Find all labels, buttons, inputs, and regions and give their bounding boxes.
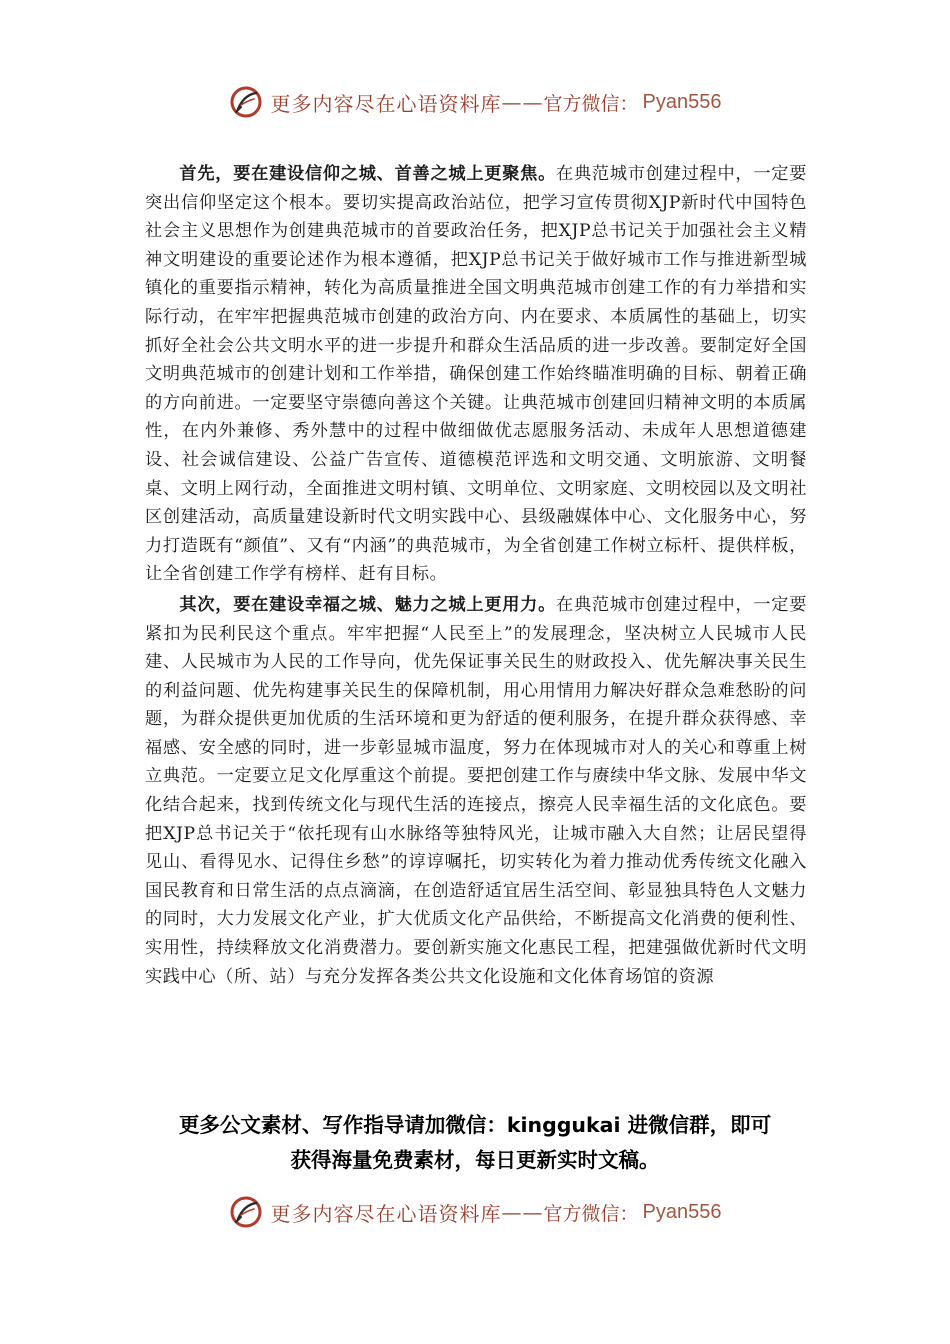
banner-dash: ——: [501, 90, 544, 114]
banner-dash: ——: [501, 1200, 544, 1224]
paragraph-first: [145, 160, 807, 589]
notice-line-1: 更多公文素材、写作指导请加微信：kinggukai 进微信群，即可: [178, 1113, 772, 1137]
banner-wechat-id: Pyan556: [642, 90, 722, 113]
paragraph-text: 在典范城市创建过程中，一定要突出信仰坚定这个根本。要切实提高政治站位，把学习宣传贯彻XJP新时代中国特色社会主义思想作为创建典范城市的首要政治任务，把XJP总书记关于加强社会主义精神文明建设的重要论述作为根本遵循，把XJP总书记关于做好城市工作与推进新型城镇化的重要指示精神，转化为高质量推进全国文明典范城市创建工作的有力举措和实际行动，在牢牢把握典范城市创建的政治方向、内在要求、本质属性的基础上，切实抓好全社会公共文明水平的进一步提升和群众生活品质的进一步改善。要制定好全国文明典范城市的创建计划和工作举措，确保创建工作始终瞄准明确的目标、朝着正确的方向前进。一定要坚守崇德向善这个关键。让典范城市创建回归精神文明的本质属性，在内外兼修、秀外慧中的过程中做细做优志愿服务活动、未成年人思想道德建设、社会诚信建设、公益广告宣传、道德模范评选和文明交通、文明旅游、文明餐桌、文明上网行动，全面推进文明村镇、文明单位、文明家庭、文明校园以及文明社区创建活动，高质量建设新时代文明实践中心、县级融媒体中心、文化服务中心，努力打造既有“颜值”、又有“内涵”的典范城市，为全省创建工作树立标杆、提供样板，让全省创建工作学有榜样、赶有目标。: [145, 164, 807, 585]
paragraph-text: 在典范城市创建过程中，一定要紧扣为民利民这个重点。牢牢把握“人民至上”的发展理念，坚决树立人民城市人民建、人民城市为人民的工作导向，优先保证事关民生的财政投入、优先解决事关民生的利益问题、优先构建事关民生的保障机制，用心用情用力解决好群众急难愁盼的问题，为群众提供更加优质的生活环境和更为舒适的便利服务，在提升群众获得感、幸福感、安全感的同时，进一步彰显城市温度，努力在体现城市对人的关心和尊重上树立典范。一定要立足文化厚重这个前提。要把创建工作与赓续中华文脉、发展中华文化结合起来，找到传统文化与现代生活的连接点，擦亮人民幸福生活的文化底色。要把XJP总书记关于“依托现有山水脉络等独特风光，让城市融入大自然；让居民望得见山、看得见水、记得住乡愁”的谆谆嘱托，切实转化为着力推动优秀传统文化融入国民教育和日常生活的点点滴滴，在创造舒适宜居生活空间、彰显独具特色人文魅力的同时，大力发展文化产业，扩大优质文化产品供给，不断提高文化消费的便利性、实用性，持续释放文化消费潜力。要创新实施文化惠民工程，把建强做优新时代文明实践中心（所、站）与充分发挥各类公共文化设施和文化体育场馆的资源: [145, 594, 807, 987]
banner-title: 更多内容尽在心语资料库: [270, 91, 502, 116]
wechat-notice: [120, 1108, 830, 1178]
library-logo-icon: [229, 1195, 263, 1229]
paragraph-lead: 其次，要在建设幸福之城、魅力之城上更用力。: [179, 594, 557, 615]
notice-line-2: 获得海量免费素材，每日更新实时文稿。: [290, 1148, 660, 1172]
paragraph-lead: 首先，要在建设信仰之城、首善之城上更聚焦。: [179, 164, 557, 184]
header-banner: [0, 80, 950, 124]
paragraph-second: [145, 591, 807, 991]
banner-title: 更多内容尽在心语资料库: [270, 1201, 502, 1226]
banner-wechat-id: Pyan556: [642, 1200, 722, 1223]
library-logo-icon: [229, 85, 263, 119]
footer-banner: [0, 1190, 950, 1234]
banner-wechat-label: 官方微信：: [543, 1202, 639, 1225]
banner-wechat-label: 官方微信：: [543, 92, 639, 115]
document-body: [145, 160, 807, 993]
